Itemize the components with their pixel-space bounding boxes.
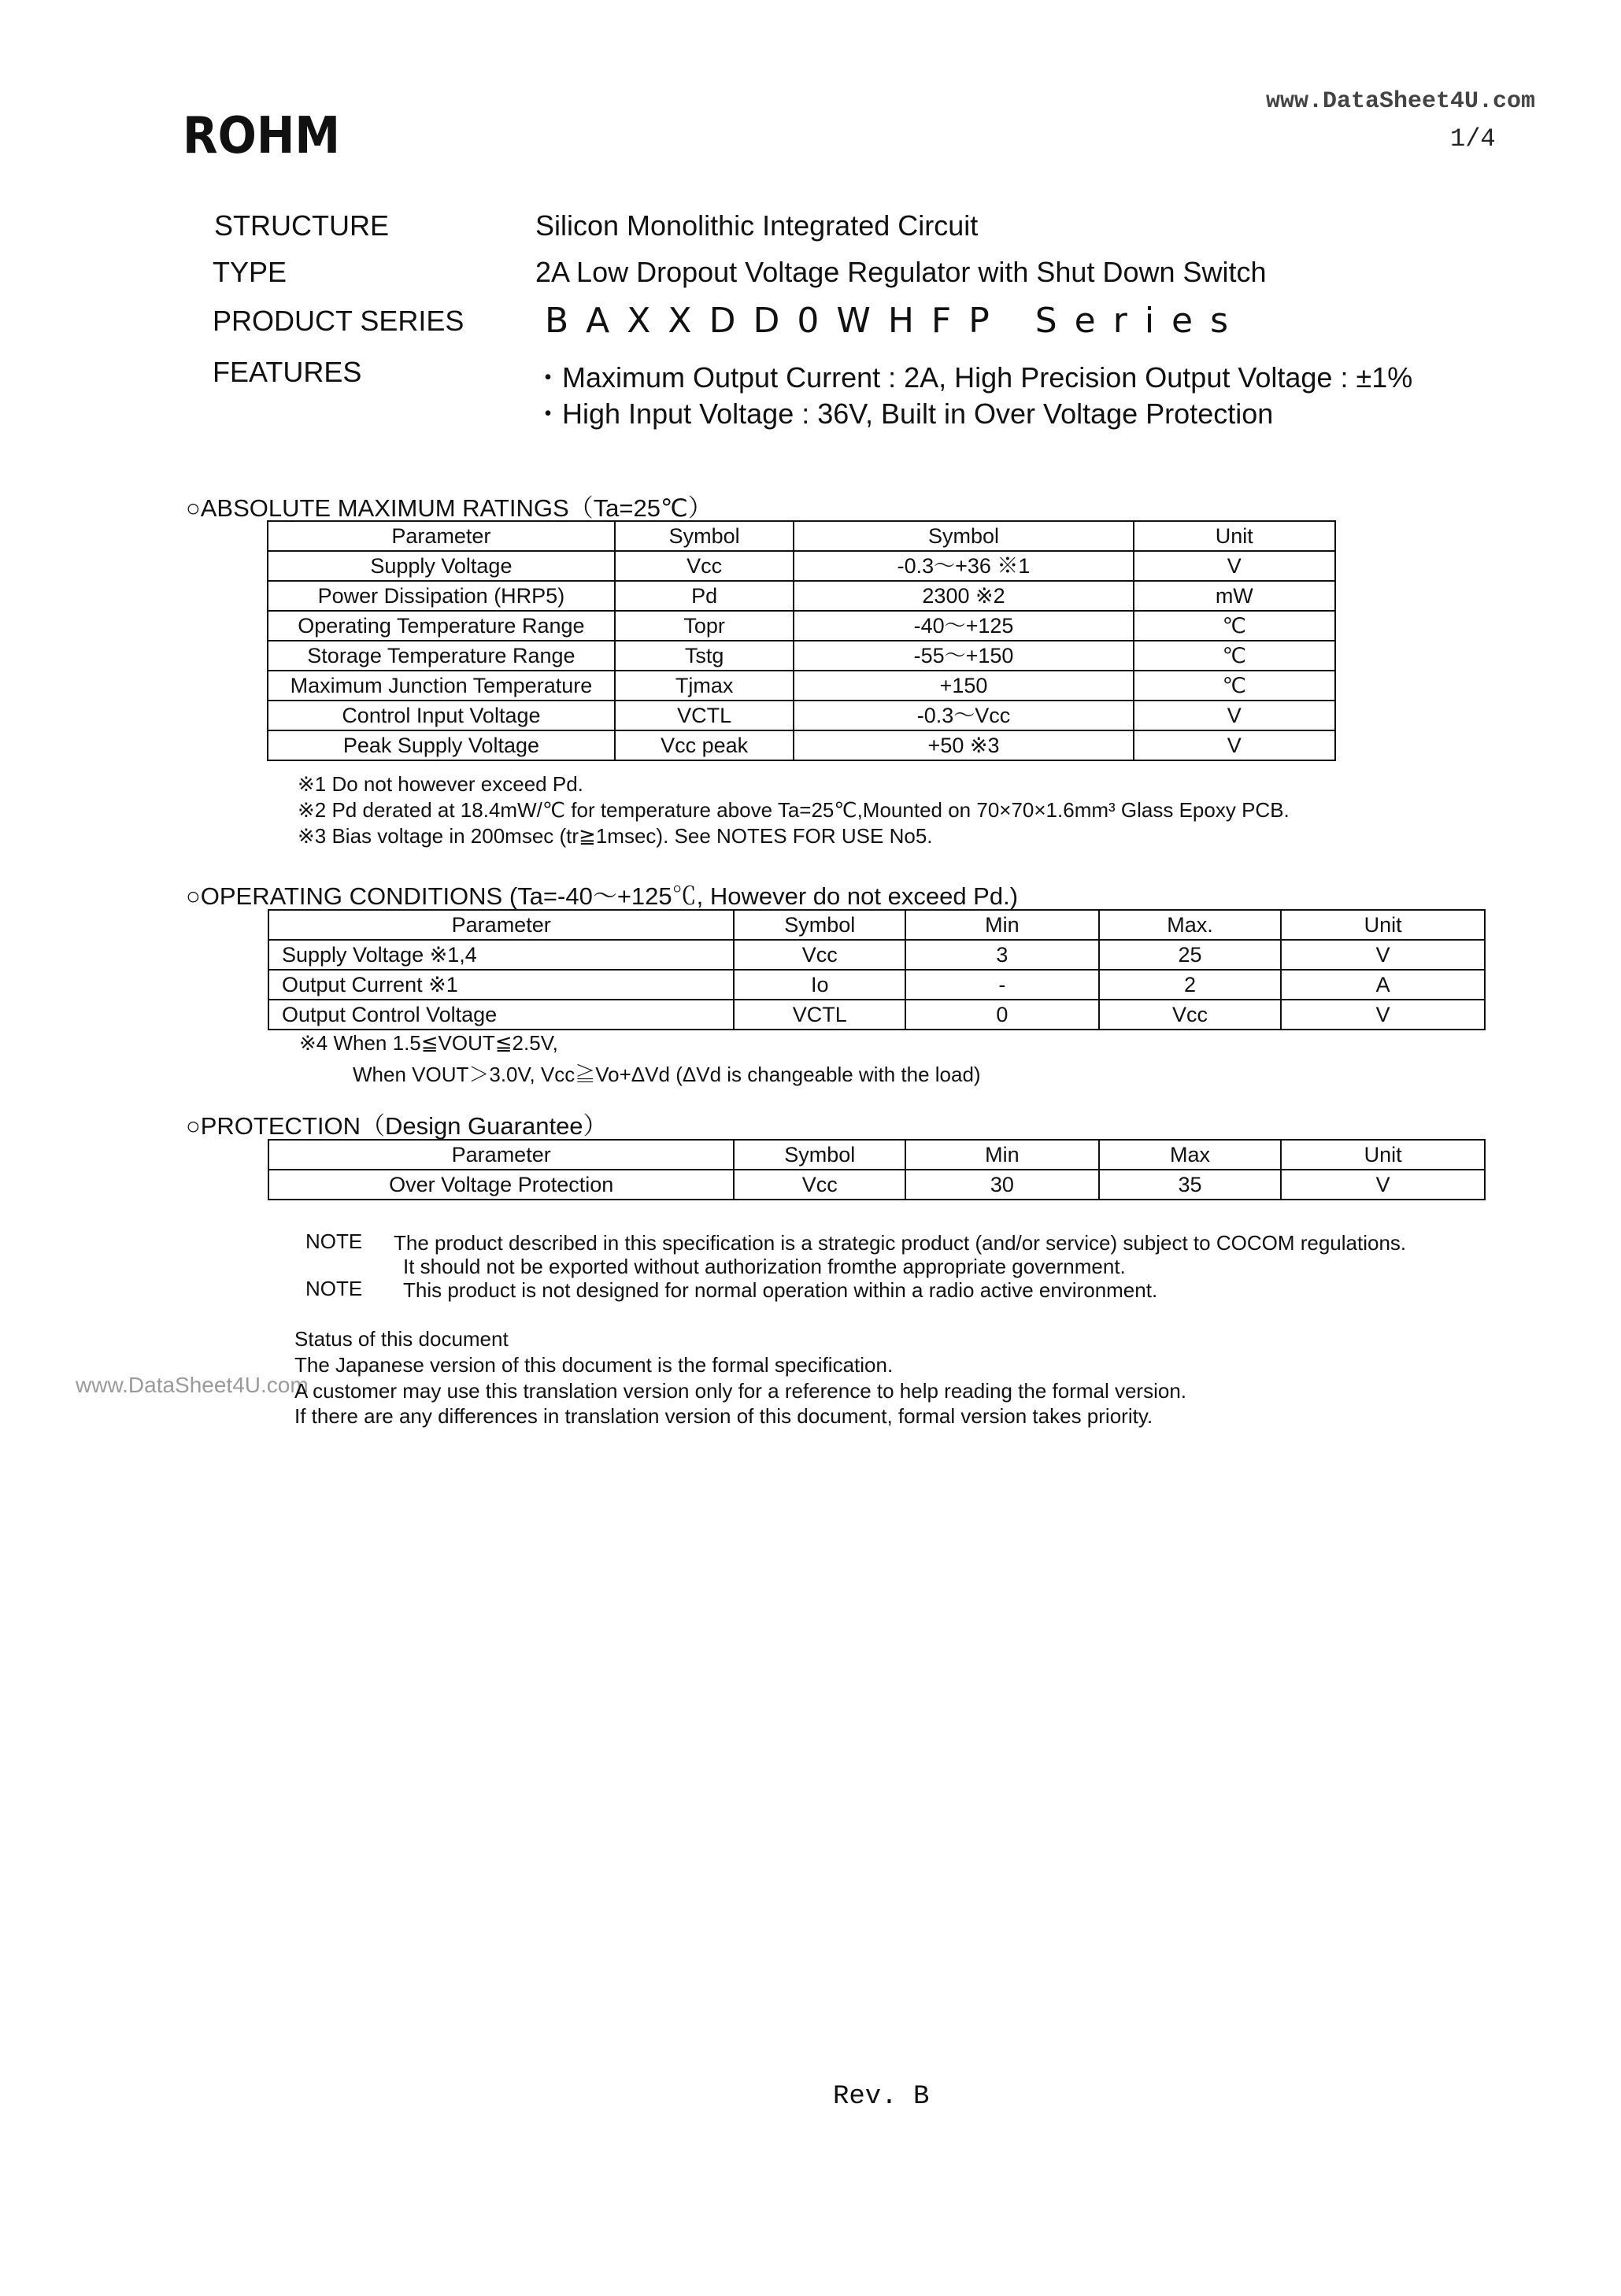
table-cell: V [1281, 940, 1485, 970]
watermark-url[interactable]: www.DataSheet4U.com [76, 1373, 309, 1397]
status-line-2: A customer may use this translation version only for a reference to help reading the formal version. [294, 1379, 1187, 1403]
table-cell: Io [734, 970, 905, 1000]
header-cell: Unit [1281, 1140, 1485, 1170]
table-header-row [268, 910, 1485, 940]
table-cell: 2 [1099, 970, 1282, 1000]
table-cell: ℃ [1134, 611, 1335, 641]
table-cell: +50 ※3 [794, 730, 1133, 760]
operating-title: ○OPERATING CONDITIONS (Ta=-40～+125℃, However do not exceed Pd.) [186, 882, 1019, 910]
table-cell: Vcc [615, 551, 794, 581]
header-cell: Parameter [268, 1140, 734, 1170]
type-value: 2A Low Dropout Voltage Regulator with Shut Down Switch [535, 256, 1267, 288]
features-line-2: ・High Input Voltage : 36V, Built in Over Voltage Protection [534, 397, 1274, 430]
table-cell: Operating Temperature Range [268, 611, 615, 641]
header-cell: Parameter [268, 910, 734, 940]
abs-max-title: ○ABSOLUTE MAXIMUM RATINGS（Ta=25℃） [186, 494, 712, 522]
abs-max-note-3: ※3 Bias voltage in 200msec (tr≧1msec). See NOTES FOR USE No5. [298, 824, 933, 848]
table-cell: 25 [1099, 940, 1282, 970]
table-cell: Tstg [615, 641, 794, 671]
note-1-line-2: It should not be exported without authorization fromthe appropriate government. [403, 1255, 1126, 1278]
table-cell: -55～+150 [794, 641, 1133, 671]
table-cell: -0.3～+36 ※1 [794, 551, 1133, 581]
table-cell: ℃ [1134, 671, 1335, 701]
abs-max-note-1: ※1 Do not however exceed Pd. [298, 772, 583, 796]
table-row [268, 641, 1335, 671]
table-cell: Output Control Voltage [268, 1000, 734, 1030]
header-cell: Max [1099, 1140, 1282, 1170]
table-cell: Over Voltage Protection [268, 1170, 734, 1200]
table-row [268, 970, 1485, 1000]
table-cell: VCTL [615, 701, 794, 730]
revision-label: Rev. B [833, 2082, 930, 2112]
table-cell: Supply Voltage [268, 551, 615, 581]
product-series-label: PRODUCT SERIES [213, 305, 464, 337]
table-cell: Pd [615, 581, 794, 611]
table-row [268, 611, 1335, 641]
table-row [268, 1170, 1485, 1200]
table-cell: 3 [905, 940, 1099, 970]
header-cell: Parameter [268, 521, 615, 551]
protection-title: ○PROTECTION（Design Guarantee） [186, 1112, 608, 1140]
table-cell: V [1134, 730, 1335, 760]
table-cell: V [1281, 1000, 1485, 1030]
page-number: 1/4 [1450, 124, 1496, 153]
table-header-row [268, 521, 1335, 551]
table-cell: Vcc peak [615, 730, 794, 760]
note-1-line-1: The product described in this specification is a strategic product (and/or service) subject to COCOM regulations. [394, 1231, 1407, 1255]
header-cell: Symbol [615, 521, 794, 551]
svg-text:ROHM: ROHM [183, 110, 340, 159]
features-label: FEATURES [213, 356, 362, 388]
table-cell: Supply Voltage ※1,4 [268, 940, 734, 970]
table-cell: V [1134, 551, 1335, 581]
abs-max-table [267, 520, 1336, 761]
status-line-1: The Japanese version of this document is the formal specification. [294, 1353, 894, 1377]
table-cell: 0 [905, 1000, 1099, 1030]
table-cell: +150 [794, 671, 1133, 701]
header-cell: Unit [1281, 910, 1485, 940]
table-row [268, 701, 1335, 730]
header-cell: Symbol [794, 521, 1133, 551]
table-cell: mW [1134, 581, 1335, 611]
table-cell: 2300 ※2 [794, 581, 1133, 611]
table-cell: Vcc [1099, 1000, 1282, 1030]
header-cell: Unit [1134, 521, 1335, 551]
table-row [268, 940, 1485, 970]
operating-note-2: When VOUT＞3.0V, Vcc≧Vo+ΔVd (ΔVd is changeable with the load) [353, 1063, 981, 1086]
table-cell: Output Current ※1 [268, 970, 734, 1000]
structure-value: Silicon Monolithic Integrated Circuit [535, 209, 979, 242]
product-series-value: BAXXDD0WHFP Series [545, 301, 1246, 341]
table-cell: Vcc [734, 940, 905, 970]
abs-max-note-2: ※2 Pd derated at 18.4mW/℃ for temperature above Ta=25℃,Mounted on 70×70×1.6mm³ Glass Epoxy PCB. [298, 798, 1290, 822]
table-row [268, 671, 1335, 701]
table-cell: -0.3～Vcc [794, 701, 1133, 730]
table-cell: Power Dissipation (HRP5) [268, 581, 615, 611]
table-cell: Vcc [734, 1170, 905, 1200]
structure-label: STRUCTURE [214, 209, 389, 242]
table-row [268, 581, 1335, 611]
table-row [268, 1000, 1485, 1030]
header-cell: Symbol [734, 910, 905, 940]
note-label-2: NOTE [305, 1277, 363, 1300]
table-cell: -40～+125 [794, 611, 1133, 641]
table-cell: 30 [905, 1170, 1099, 1200]
header-cell: Min [905, 910, 1099, 940]
table-cell: Control Input Voltage [268, 701, 615, 730]
status-title: Status of this document [294, 1327, 509, 1351]
table-cell: V [1281, 1170, 1485, 1200]
status-line-3: If there are any differences in translation version of this document, formal version takes priority. [294, 1404, 1153, 1428]
table-cell: Maximum Junction Temperature [268, 671, 615, 701]
table-cell: ℃ [1134, 641, 1335, 671]
table-cell: Storage Temperature Range [268, 641, 615, 671]
rohm-logo [183, 110, 344, 159]
table-cell: - [905, 970, 1099, 1000]
operating-table [268, 909, 1486, 1030]
table-cell: 35 [1099, 1170, 1282, 1200]
table-cell: A [1281, 970, 1485, 1000]
features-line-1: ・Maximum Output Current : 2A, High Precision Output Voltage : ±1% [534, 361, 1413, 394]
table-cell: VCTL [734, 1000, 905, 1030]
header-cell: Min [905, 1140, 1099, 1170]
table-cell: V [1134, 701, 1335, 730]
header-cell: Symbol [734, 1140, 905, 1170]
note-label-1: NOTE [305, 1229, 363, 1253]
note-2-text: This product is not designed for normal operation within a radio active environment. [403, 1278, 1158, 1302]
site-url[interactable]: www.DataSheet4U.com [1266, 88, 1536, 115]
table-row [268, 730, 1335, 760]
table-row [268, 551, 1335, 581]
protection-table [268, 1139, 1486, 1200]
type-label: TYPE [213, 256, 287, 288]
table-cell: Topr [615, 611, 794, 641]
header-cell: Max. [1099, 910, 1282, 940]
table-cell: Peak Supply Voltage [268, 730, 615, 760]
operating-note-1: ※4 When 1.5≦VOUT≦2.5V, [299, 1031, 558, 1055]
table-cell: Tjmax [615, 671, 794, 701]
table-header-row [268, 1140, 1485, 1170]
